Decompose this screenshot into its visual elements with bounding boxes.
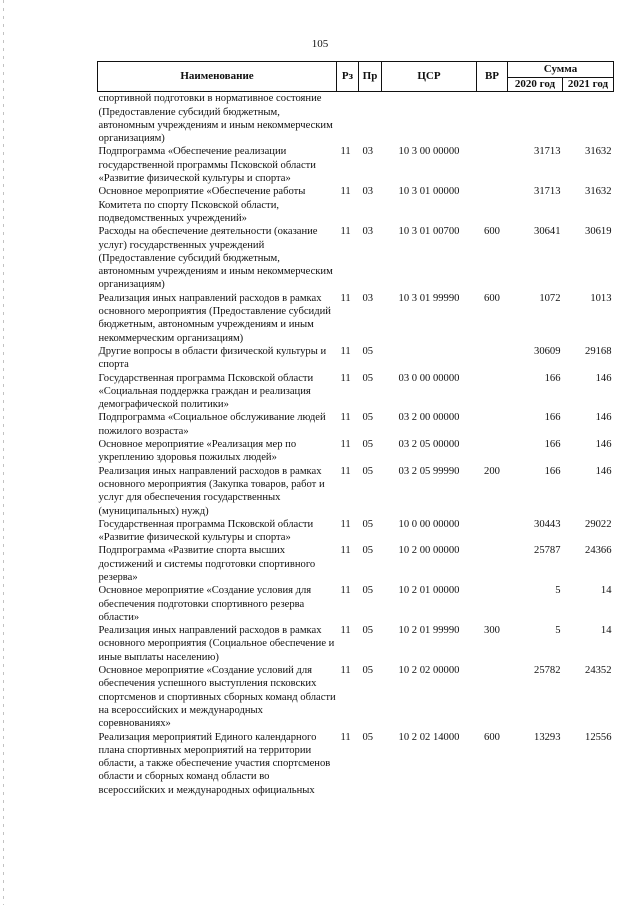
- table-row: [98, 372, 614, 412]
- row-sum-2020: 30641: [534, 226, 561, 238]
- row-rz: 11: [340, 226, 351, 238]
- row-sum-2020: 31713: [534, 146, 561, 158]
- row-vr: 200: [484, 465, 500, 477]
- header-2020: 2020 год: [508, 78, 563, 92]
- row-vr: [477, 345, 508, 372]
- row-rz: 11: [340, 372, 351, 384]
- table-body: [98, 92, 614, 797]
- scan-edge: [3, 0, 4, 905]
- header-2021: 2021 год: [563, 78, 614, 92]
- table-row: [98, 544, 614, 584]
- row-csr: 10 0 00 00000: [398, 518, 460, 530]
- row-rz: 11: [340, 545, 351, 557]
- header-sum: Сумма: [508, 62, 614, 78]
- row-pr: 05: [362, 545, 374, 557]
- row-rz: 11: [340, 665, 351, 677]
- row-rz: 11: [340, 625, 351, 637]
- row-vr: 600: [484, 226, 500, 238]
- row-vr: [477, 372, 508, 412]
- row-sum-2021: 14: [600, 625, 612, 637]
- row-csr: [382, 92, 477, 146]
- table-row: [98, 185, 614, 225]
- row-csr: 10 3 01 00700: [398, 226, 460, 238]
- budget-table: [97, 61, 614, 797]
- row-sum-2020: 30609: [534, 345, 561, 357]
- row-sum-2020: 166: [544, 439, 561, 451]
- row-sum-2020: 30443: [534, 518, 561, 530]
- row-sum-2021: 29022: [585, 518, 612, 530]
- row-pr: 05: [362, 585, 374, 597]
- table-row: [98, 345, 614, 372]
- row-pr: 03: [362, 292, 374, 304]
- row-csr: 10 2 02 14000: [398, 731, 460, 743]
- table-row: [98, 92, 614, 146]
- row-sum-2020: 166: [544, 372, 561, 384]
- row-pr: 03: [362, 146, 374, 158]
- row-vr: [477, 584, 508, 624]
- header-pr: Пр: [359, 62, 382, 92]
- row-csr: [382, 345, 477, 372]
- row-sum-2020: 13293: [534, 731, 561, 743]
- row-pr: 05: [362, 518, 374, 530]
- row-name: Реализация иных направлений расходов в рамках основного мероприятия (Социальное обеспечение и иные выплаты населению): [98, 625, 335, 663]
- row-pr: 05: [362, 665, 374, 677]
- row-vr: [477, 438, 508, 465]
- row-name: Другие вопросы в области физической культуры и спорта: [98, 345, 327, 371]
- header-csr: ЦСР: [382, 62, 477, 92]
- header-vr: ВР: [477, 62, 508, 92]
- table-row: [98, 731, 614, 797]
- row-pr: 05: [362, 412, 374, 424]
- row-name: Основное мероприятие «Обеспечение работы Комитета по спорту Псковской области, подведомственных учреждений»: [98, 186, 306, 224]
- row-pr: 05: [362, 372, 374, 384]
- row-sum-2020: 25787: [534, 545, 561, 557]
- row-vr: 300: [484, 625, 500, 637]
- row-sum-2021: 24352: [585, 665, 612, 677]
- row-sum-2021: 29168: [585, 345, 612, 357]
- row-csr: 03 0 00 00000: [398, 372, 460, 384]
- row-name: Подпрограмма «Обеспечение реализации государственной программы Псковской области «Развитие физической культуры и спорта»: [98, 146, 316, 185]
- row-vr: [477, 411, 508, 438]
- row-name: Государственная программа Псковской области «Социальная поддержка граждан и реализация демографической политики»: [98, 372, 314, 411]
- row-name: Подпрограмма «Развитие спорта высших достижений и системы подготовки спортивного резерва»: [98, 545, 316, 583]
- row-sum-2021: 12556: [585, 731, 612, 743]
- row-rz: 11: [340, 585, 351, 597]
- row-csr: 10 2 02 00000: [398, 665, 460, 677]
- row-sum-2020: 31713: [534, 186, 561, 198]
- row-pr: 05: [362, 345, 374, 357]
- row-rz: 11: [340, 292, 351, 304]
- row-sum-2020: 166: [544, 412, 561, 424]
- row-rz: 11: [340, 439, 351, 451]
- row-name: Основное мероприятие «Реализация мер по укреплению здоровья пожилых людей»: [98, 439, 297, 464]
- table-row: [98, 145, 614, 185]
- row-sum-2021: 24366: [585, 545, 612, 557]
- row-csr: 03 2 05 99990: [398, 465, 460, 477]
- row-csr: 10 3 00 00000: [398, 146, 460, 158]
- row-rz: 11: [340, 345, 351, 357]
- table-row: [98, 411, 614, 438]
- row-name: Государственная программа Псковской области «Развитие физической культуры и спорта»: [98, 518, 314, 544]
- row-pr: 05: [362, 439, 374, 451]
- row-sum-2020: 166: [544, 465, 561, 477]
- table-row: [98, 584, 614, 624]
- row-sum-2020: 5: [555, 585, 561, 597]
- row-pr: [359, 92, 382, 146]
- header-rz: Рз: [337, 62, 359, 92]
- row-rz: 11: [340, 731, 351, 743]
- row-csr: 10 2 01 99990: [398, 625, 460, 637]
- row-vr: [477, 518, 508, 545]
- row-vr: 600: [484, 292, 500, 304]
- row-name: Реализация иных направлений расходов в рамках основного мероприятия (Предоставление субсидий бюджетным, автономным учреждениям и иным некоммерческим организациям): [98, 292, 331, 344]
- table-row: [98, 465, 614, 518]
- row-vr: [477, 664, 508, 730]
- table-row: [98, 518, 614, 545]
- row-rz: 11: [340, 518, 351, 530]
- row-csr: 03 2 05 00000: [398, 439, 460, 451]
- row-rz: 11: [340, 412, 351, 424]
- row-csr: 10 3 01 99990: [398, 292, 460, 304]
- row-vr: [477, 145, 508, 185]
- row-name: Основное мероприятие «Создание условий для обеспечения успешного выступления псковских спортсменов и спортивных сборных команд области на всероссийских и международных соревнованиях»: [98, 665, 336, 730]
- table-row: [98, 664, 614, 730]
- row-sum-2021: 146: [595, 372, 612, 384]
- row-pr: 03: [362, 186, 374, 198]
- row-sum-2021: 30619: [585, 226, 612, 238]
- row-sum-2020: 25782: [534, 665, 561, 677]
- row-sum-2021: 146: [595, 465, 612, 477]
- table-header: [98, 62, 614, 92]
- row-name: Расходы на обеспечение деятельности (оказание услуг) государственных учреждений (Предоставление субсидий бюджетным, автономным учреждениям и иным некоммерческим организациям): [98, 226, 333, 291]
- row-csr: 10 2 01 00000: [398, 585, 460, 597]
- page-number: 105: [311, 38, 329, 50]
- row-name: Основное мероприятие «Создание условия для обеспечения подготовки спортивного резерва области»: [98, 585, 312, 623]
- row-vr: [477, 544, 508, 584]
- row-name: Реализация мероприятий Единого календарного плана спортивных мероприятий на территории области, а также обеспечение участия спортсменов области и сборных команд области во всероссийских и международных официальных: [98, 731, 331, 796]
- row-sum-2021: 14: [600, 585, 612, 597]
- row-vr: [477, 185, 508, 225]
- table-row: [98, 624, 614, 664]
- row-sum-2021: 1013: [590, 292, 612, 304]
- table-row: [98, 438, 614, 465]
- row-rz: [337, 92, 359, 146]
- row-sum-2021: 146: [595, 412, 612, 424]
- row-sum-2021: 146: [595, 439, 612, 451]
- row-name: спортивной подготовки в нормативное состояние (Предоставление субсидий бюджетным, автономным учреждениям и иным некоммерческим организациям): [98, 93, 333, 145]
- table-row: [98, 292, 614, 345]
- row-rz: 11: [340, 465, 351, 477]
- row-name: Подпрограмма «Социальное обслуживание людей пожилого возраста»: [98, 412, 326, 437]
- row-sum-2020: 1072: [539, 292, 561, 304]
- row-sum-2021: [563, 92, 614, 146]
- row-vr: 600: [484, 731, 500, 743]
- row-rz: 11: [340, 186, 351, 198]
- table-row: [98, 225, 614, 291]
- row-csr: 03 2 00 00000: [398, 412, 460, 424]
- row-csr: 10 2 00 00000: [398, 545, 460, 557]
- row-sum-2020: [508, 92, 563, 146]
- row-sum-2020: 5: [555, 625, 561, 637]
- header-name: Наименование: [98, 62, 337, 92]
- row-name: Реализация иных направлений расходов в рамках основного мероприятия (Закупка товаров, работ и услуг для обеспечения государственных (муниципальных) нужд): [98, 465, 325, 517]
- row-pr: 03: [362, 226, 374, 238]
- row-vr: [477, 92, 508, 146]
- row-csr: 10 3 01 00000: [398, 186, 460, 198]
- row-sum-2021: 31632: [585, 146, 612, 158]
- row-pr: 05: [362, 625, 374, 637]
- row-pr: 05: [362, 465, 374, 477]
- row-sum-2021: 31632: [585, 186, 612, 198]
- row-pr: 05: [362, 731, 374, 743]
- row-rz: 11: [340, 146, 351, 158]
